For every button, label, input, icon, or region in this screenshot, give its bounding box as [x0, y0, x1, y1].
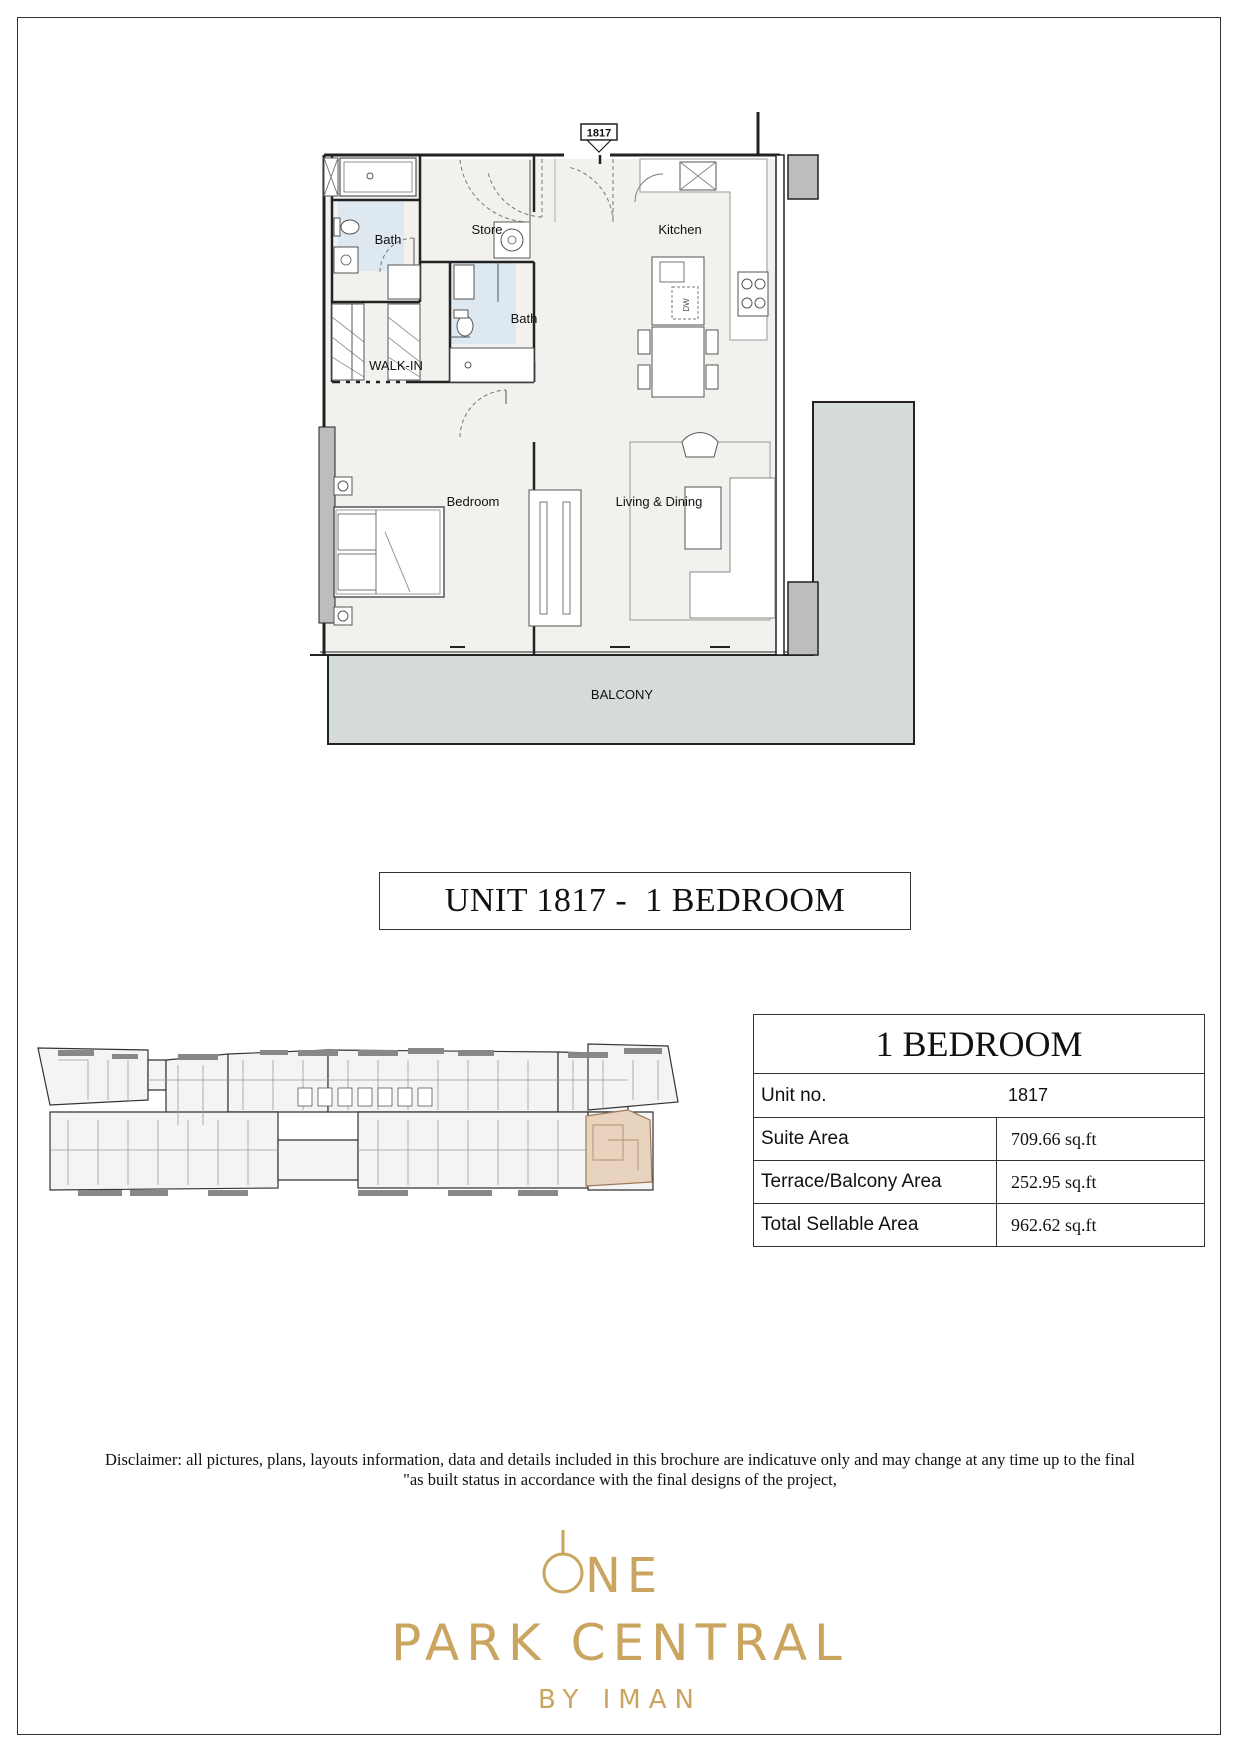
table-row — [754, 1074, 1205, 1118]
room-label-bath: Bath — [374, 232, 402, 247]
balcony-area-label: Terrace/Balcony Area — [754, 1161, 997, 1204]
room-label-living-dining: Living & Dining — [615, 494, 703, 509]
table-row — [754, 1161, 1205, 1204]
column-top-right — [788, 155, 818, 199]
table-row — [754, 1204, 1205, 1247]
disclaimer-line-2: "as built status in accordance with the final designs of the project, — [403, 1470, 837, 1489]
table-row — [754, 1118, 1205, 1161]
svg-text:1817: 1817 — [586, 127, 612, 140]
unit-1817-highlight — [586, 1110, 652, 1186]
room-label-kitchen: Kitchen — [658, 222, 702, 237]
svg-text:DW: DW — [682, 298, 691, 312]
one-park-central-logo — [340, 1528, 900, 1718]
room-label-bedroom: Bedroom — [446, 494, 500, 509]
logo-line-by-iman: BY IMAN — [538, 1685, 702, 1715]
suite-area-value: 709.66 sq.ft — [997, 1118, 1205, 1161]
unit-title-box — [379, 872, 911, 930]
unit-tag — [581, 124, 617, 152]
total-area-label: Total Sellable Area — [754, 1204, 997, 1247]
balcony-area-value: 252.95 sq.ft — [997, 1161, 1205, 1204]
unit-no-value: 1817 — [1008, 1085, 1049, 1105]
logo-key-o-icon — [544, 1530, 582, 1592]
room-label-walk-in: WALK-IN — [369, 358, 423, 373]
room-label-balcony: BALCONY — [590, 687, 654, 702]
logo-line-one: NE — [585, 1548, 664, 1604]
unit-floor-plan — [310, 112, 930, 748]
unit-title: UNIT 1817 - 1 BEDROOM — [444, 882, 846, 919]
room-label-bath-2: Bath — [510, 311, 538, 326]
disclaimer-line-1: Disclaimer: all pictures, plans, layouts information, data and details included in this brochure are indicatuve only and may change at any time up to the final — [104, 1450, 1136, 1469]
disclaimer — [60, 1450, 1180, 1490]
logo-line-park-central: PARK CENTRAL — [391, 1614, 849, 1672]
total-area-value: 962.62 sq.ft — [997, 1204, 1205, 1247]
table-header: 1 BEDROOM — [754, 1015, 1205, 1074]
area-table — [753, 1014, 1205, 1247]
unit-no-label: Unit no. — [761, 1084, 827, 1106]
room-label-store: Store — [471, 222, 503, 237]
suite-area-label: Suite Area — [754, 1118, 997, 1161]
column-bottom-right — [788, 582, 818, 655]
column-left — [319, 427, 335, 623]
building-key-plan — [28, 1040, 738, 1220]
